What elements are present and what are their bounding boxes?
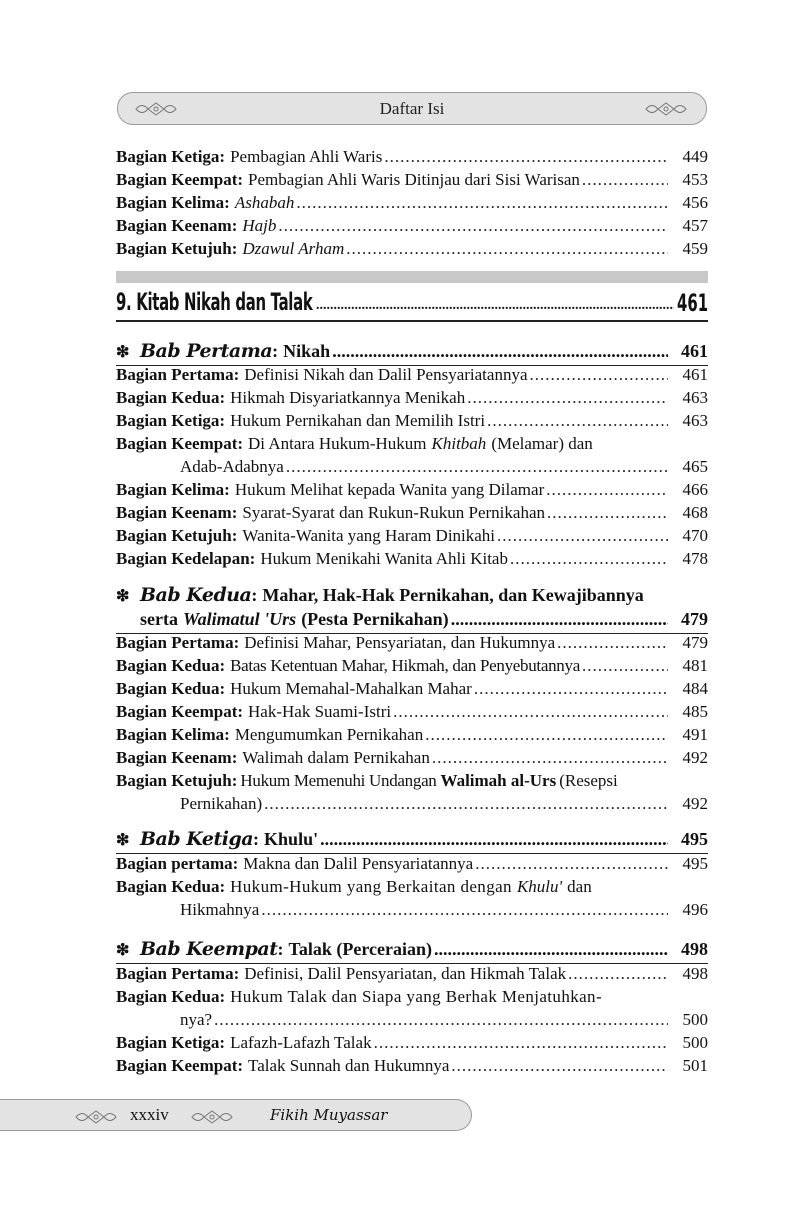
bab-heading[interactable] bbox=[116, 580, 708, 630]
section-divider bbox=[116, 271, 708, 283]
entry-label: Bagian Pertama: bbox=[116, 633, 240, 652]
bab-colon: : bbox=[277, 939, 284, 959]
toc-entry[interactable] bbox=[116, 409, 708, 432]
leader-dots bbox=[568, 963, 668, 985]
entry-text: Makna dan Dalil Pensyariatannya bbox=[243, 854, 474, 873]
entry-text: Hikmahnya bbox=[180, 900, 260, 919]
bab-title: Talak (Perceraian) bbox=[288, 939, 433, 959]
bab-page: 495 bbox=[681, 829, 708, 849]
entry-label: Bagian Ketujuh: bbox=[116, 239, 238, 258]
entry-page: 501 bbox=[682, 1056, 708, 1075]
leader-dots bbox=[374, 1032, 668, 1054]
entry-page: 456 bbox=[682, 193, 708, 212]
leader-dots bbox=[432, 747, 668, 769]
toc-entry[interactable] bbox=[116, 700, 708, 723]
entry-text: Hajb bbox=[242, 216, 277, 235]
leader-dots bbox=[475, 853, 668, 875]
running-header bbox=[117, 92, 707, 125]
bab-title: serta bbox=[140, 609, 178, 629]
entry-text: nya? bbox=[180, 1010, 213, 1029]
entry-page: 459 bbox=[682, 239, 708, 258]
toc-entry[interactable] bbox=[116, 723, 708, 746]
entry-page: 461 bbox=[682, 365, 708, 384]
toc-entry[interactable] bbox=[116, 631, 708, 654]
entry-text-italic: Khulu' bbox=[516, 877, 563, 896]
toc-entry-continuation[interactable] bbox=[116, 455, 708, 478]
entry-page: 500 bbox=[682, 1033, 708, 1052]
leader-dots bbox=[393, 701, 668, 723]
entry-page: 495 bbox=[682, 854, 708, 873]
entry-text: Hak-Hak Suami-Istri bbox=[248, 702, 392, 721]
bab-heading[interactable] bbox=[116, 336, 708, 362]
entry-text: Wanita-Wanita yang Haram Dinikahi bbox=[242, 526, 496, 545]
toc-entry[interactable] bbox=[116, 1031, 708, 1054]
entry-text: Definisi Nikah dan Dalil Pensyariatannya bbox=[244, 365, 528, 384]
running-footer bbox=[0, 1099, 472, 1131]
leader-dots bbox=[582, 169, 668, 191]
flower-bullet-icon: ❇ bbox=[116, 588, 130, 605]
entry-text: Lafazh-Lafazh Talak bbox=[230, 1033, 372, 1052]
leader-dots bbox=[261, 899, 668, 921]
entry-page: 457 bbox=[682, 216, 708, 235]
entry-page: 496 bbox=[682, 900, 708, 919]
toc-entry[interactable] bbox=[116, 1054, 708, 1077]
entry-text: Talak Sunnah dan Hukumnya bbox=[248, 1056, 450, 1075]
entry-text: Pembagian Ahli Waris bbox=[230, 147, 383, 166]
flower-bullet-icon: ❇ bbox=[116, 832, 130, 849]
toc-entry[interactable] bbox=[116, 168, 708, 191]
leader-dots bbox=[332, 341, 668, 362]
leader-dots bbox=[530, 364, 669, 386]
leader-dots bbox=[286, 456, 668, 478]
bab-script-label: Bab Ketiga bbox=[140, 828, 254, 850]
entry-text: Mengumumkan Pernikahan bbox=[234, 725, 424, 744]
leader-dots bbox=[546, 479, 668, 501]
entry-text: Pernikahan) bbox=[180, 794, 263, 813]
leader-dots bbox=[346, 238, 668, 260]
entry-text: Hukum Pernikahan dan Memilih Istri bbox=[230, 411, 486, 430]
flower-bullet-icon: ❇ bbox=[116, 344, 130, 361]
entry-label: Bagian Kelima: bbox=[116, 480, 230, 499]
toc-entry[interactable] bbox=[116, 962, 708, 985]
entry-page: 470 bbox=[682, 526, 708, 545]
entry-text: dan bbox=[567, 877, 592, 896]
entry-page: 498 bbox=[682, 964, 708, 983]
leader-dots bbox=[278, 215, 668, 237]
toc-entry[interactable] bbox=[116, 501, 708, 524]
entry-page: 479 bbox=[682, 633, 708, 652]
toc-entry[interactable] bbox=[116, 363, 708, 386]
bab-page: 461 bbox=[681, 341, 708, 361]
leader-dots bbox=[384, 146, 668, 168]
bab-colon: : bbox=[251, 585, 258, 605]
entry-text: Hukum Memahal-Mahalkan Mahar bbox=[230, 679, 472, 698]
leader-dots bbox=[474, 678, 668, 700]
entry-page: 463 bbox=[682, 411, 708, 430]
entry-label: Bagian Keenam: bbox=[116, 503, 238, 522]
entry-text: Adab-Adabnya bbox=[180, 457, 284, 476]
toc-entry[interactable] bbox=[116, 875, 708, 898]
entry-text: Pembagian Ahli Waris Ditinjau dari Sisi Warisan bbox=[248, 170, 580, 189]
entry-page: 468 bbox=[682, 503, 708, 522]
entry-text: Di Antara Hukum-Hukum bbox=[248, 434, 427, 453]
entry-label: Bagian Keempat: bbox=[116, 1056, 244, 1075]
entry-page: 449 bbox=[682, 147, 708, 166]
entry-page: 484 bbox=[682, 679, 708, 698]
bab-script-label: Bab Pertama bbox=[140, 340, 273, 362]
entry-label: Bagian Pertama: bbox=[116, 964, 240, 983]
entry-text-italic: Khitbah bbox=[431, 434, 487, 453]
chapter-heading[interactable] bbox=[116, 286, 708, 322]
ornament-right-icon bbox=[644, 100, 690, 118]
chapter-title: 9. Kitab Nikah dan Talak bbox=[116, 288, 313, 316]
entry-page: 500 bbox=[682, 1010, 708, 1029]
flower-bullet-icon: ❇ bbox=[116, 942, 130, 959]
header-title: Daftar Isi bbox=[379, 99, 445, 118]
bab-page: 479 bbox=[681, 609, 708, 629]
entry-label: Bagian Ketujuh: bbox=[116, 526, 238, 545]
entry-label: Bagian pertama: bbox=[116, 854, 239, 873]
leader-dots bbox=[547, 502, 668, 524]
bab-page: 498 bbox=[681, 939, 708, 959]
entry-text: Hukum-Hukum yang Berkaitan dengan bbox=[230, 877, 512, 896]
ornament-left-icon bbox=[74, 1108, 120, 1126]
toc-entry-continuation[interactable] bbox=[116, 1008, 708, 1031]
entry-text: Dzawul Arham bbox=[242, 239, 345, 258]
entry-page: 485 bbox=[682, 702, 708, 721]
leader-dots bbox=[487, 410, 668, 432]
toc-entry-continuation[interactable] bbox=[116, 792, 708, 815]
toc-entry[interactable] bbox=[116, 237, 708, 260]
entry-label: Bagian Ketiga: bbox=[116, 147, 226, 166]
leader-dots bbox=[467, 387, 668, 409]
bab-script-label: Bab Keempat bbox=[140, 938, 278, 960]
bab-colon: : bbox=[272, 341, 279, 361]
leader-dots bbox=[510, 548, 668, 570]
leader-dots bbox=[582, 655, 668, 677]
toc-entry[interactable] bbox=[116, 677, 708, 700]
entry-label: Bagian Kedelapan: bbox=[116, 549, 256, 568]
page-number: xxxiv bbox=[130, 1105, 169, 1124]
toc-entry[interactable] bbox=[116, 145, 708, 168]
toc-entry[interactable] bbox=[116, 746, 708, 769]
entry-page: 492 bbox=[682, 794, 708, 813]
entry-text: (Melamar) dan bbox=[491, 434, 593, 453]
entry-label: Bagian Keenam: bbox=[116, 216, 238, 235]
book-title: Fikih Muyassar bbox=[270, 1106, 388, 1124]
entry-text: Definisi Mahar, Pensyariatan, dan Hukumnya bbox=[244, 633, 556, 652]
entry-label: Bagian Kedua: bbox=[116, 388, 226, 407]
entry-label: Bagian Ketiga: bbox=[116, 411, 226, 430]
entry-label: Bagian Kedua: bbox=[116, 987, 226, 1006]
leader-dots bbox=[451, 609, 668, 630]
entry-text: Definisi, Dalil Pensyariatan, dan Hikmah Talak bbox=[244, 964, 567, 983]
entry-label: Bagian Keempat: bbox=[116, 702, 244, 721]
entry-label: Bagian Ketiga: bbox=[116, 1033, 226, 1052]
leader-dots bbox=[296, 192, 668, 214]
toc-entry[interactable] bbox=[116, 478, 708, 501]
entry-text: Hukum Talak dan Siapa yang Berhak Menjatuhkan- bbox=[230, 987, 603, 1006]
entry-page: 453 bbox=[682, 170, 708, 189]
bab-title: Khulu' bbox=[264, 829, 319, 849]
bab-title-italic: Walimatul 'Urs bbox=[182, 609, 297, 629]
entry-text: Walimah dalam Pernikahan bbox=[242, 748, 430, 767]
entry-label: Bagian Keempat: bbox=[116, 434, 244, 453]
leader-dots bbox=[214, 1009, 668, 1031]
ornament-right-icon bbox=[190, 1108, 236, 1126]
entry-page: 481 bbox=[682, 656, 708, 675]
bab-heading[interactable] bbox=[116, 824, 708, 850]
entry-text: (Resepsi bbox=[559, 771, 618, 790]
toc-entry[interactable] bbox=[116, 432, 708, 455]
toc-entry[interactable] bbox=[116, 985, 708, 1008]
leader-dots bbox=[264, 793, 668, 815]
entry-label: Bagian Kedua: bbox=[116, 679, 226, 698]
entry-label: Bagian Keempat: bbox=[116, 170, 244, 189]
entry-page: 491 bbox=[682, 725, 708, 744]
entry-label: Bagian Kelima: bbox=[116, 193, 230, 212]
bab-title: Mahar, Hak-Hak Pernikahan, dan Kewajibannya bbox=[262, 585, 644, 605]
entry-page: 465 bbox=[682, 457, 708, 476]
entry-text: Ashabah bbox=[234, 193, 295, 212]
toc-entry[interactable] bbox=[116, 214, 708, 237]
entry-text: Hukum Menikahi Wanita Ahli Kitab bbox=[260, 549, 508, 568]
entry-label: Bagian Pertama: bbox=[116, 365, 240, 384]
chapter-page: 461 bbox=[676, 289, 708, 317]
entry-text-bold: Walimah al-Urs bbox=[440, 771, 557, 790]
entry-page: 463 bbox=[682, 388, 708, 407]
toc-entry[interactable] bbox=[116, 191, 708, 214]
toc-entry[interactable] bbox=[116, 547, 708, 570]
leader-dots bbox=[425, 724, 668, 746]
entry-page: 466 bbox=[682, 480, 708, 499]
bab-heading[interactable] bbox=[116, 934, 708, 960]
leader-dots bbox=[316, 298, 674, 314]
leader-dots bbox=[320, 829, 668, 850]
leader-dots bbox=[451, 1055, 668, 1077]
leader-dots bbox=[557, 632, 668, 654]
bab-title: Nikah bbox=[283, 341, 331, 361]
entry-label: Bagian Kedua: bbox=[116, 656, 226, 675]
leader-dots bbox=[434, 939, 668, 960]
toc-entry[interactable] bbox=[116, 654, 708, 677]
entry-label: Bagian Kedua: bbox=[116, 877, 226, 896]
bab-colon: : bbox=[253, 829, 260, 849]
toc-entry[interactable] bbox=[116, 524, 708, 547]
bab-title: (Pesta Pernikahan) bbox=[301, 609, 449, 629]
entry-page: 492 bbox=[682, 748, 708, 767]
bab-script-label: Bab Kedua bbox=[140, 584, 252, 606]
entry-label: Bagian Ketujuh: bbox=[116, 771, 238, 790]
entry-text: Batas Ketentuan Mahar, Hikmah, dan Penyebutannya bbox=[230, 656, 580, 675]
entry-label: Bagian Kelima: bbox=[116, 725, 230, 744]
toc-entry[interactable] bbox=[116, 769, 708, 792]
entry-text: Syarat-Syarat dan Rukun-Rukun Pernikahan bbox=[242, 503, 545, 522]
leader-dots bbox=[497, 525, 668, 547]
toc-entry[interactable] bbox=[116, 852, 708, 875]
entry-label: Bagian Keenam: bbox=[116, 748, 238, 767]
entry-page: 478 bbox=[682, 549, 708, 568]
entry-text: Hukum Memenuhi Undangan bbox=[240, 771, 437, 790]
entry-text: Hikmah Disyariatkannya Menikah bbox=[230, 388, 466, 407]
toc-entry-continuation[interactable] bbox=[116, 898, 708, 921]
toc-entry[interactable] bbox=[116, 386, 708, 409]
entry-text: Hukum Melihat kepada Wanita yang Dilamar bbox=[234, 480, 545, 499]
